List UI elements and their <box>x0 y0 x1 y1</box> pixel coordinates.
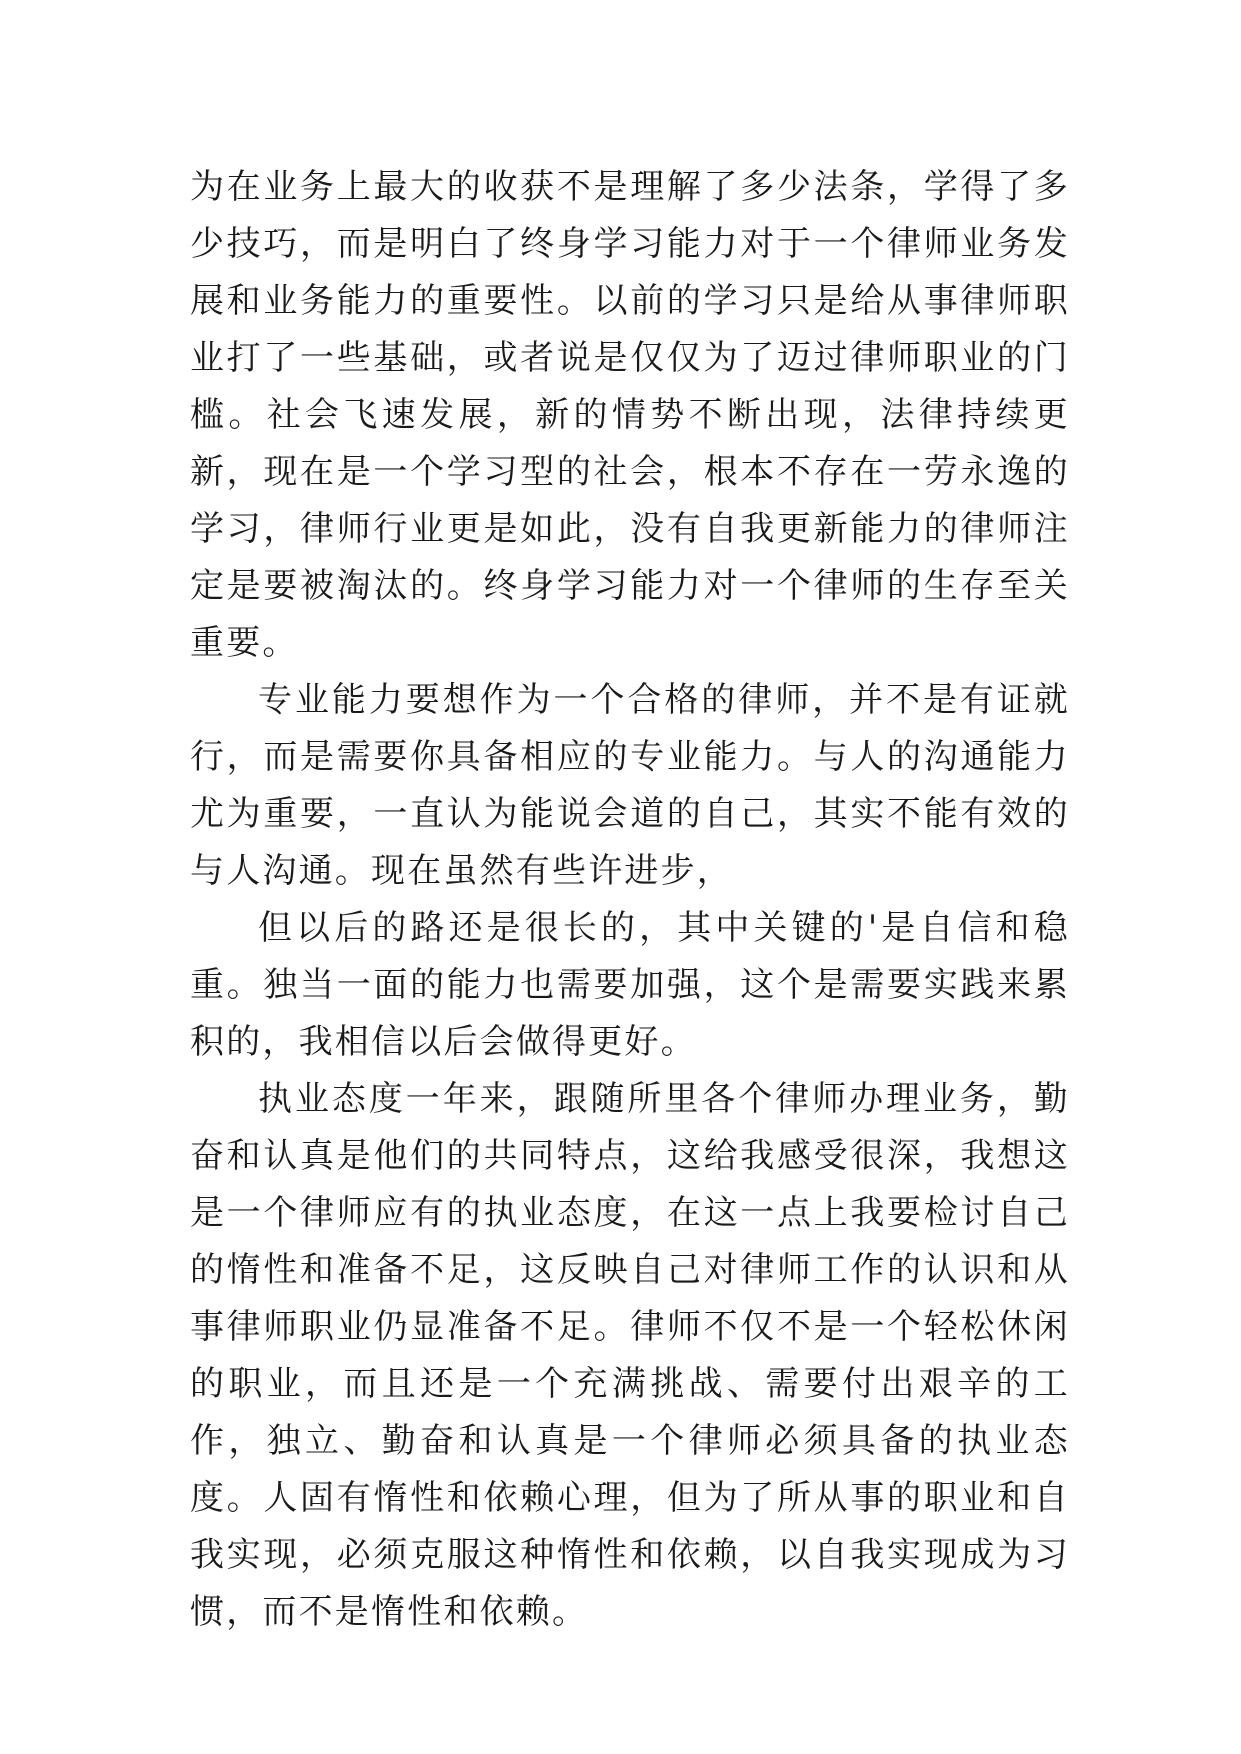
document-body <box>190 159 1070 1641</box>
paragraph-4: 执业态度一年来，跟随所里各个律师办理业务，勤奋和认真是他们的共同特点，这给我感受很深，我想这是一个律师应有的执业态度，在这一点上我要检讨自己的惰性和准备不足，这反映自己对律师工作的认识和从事律师职业仍显准备不足。律师不仅不是一个轻松休闲的职业，而且还是一个充满挑战、需要付出艰辛的工作，独立、勤奋和认真是一个律师必须具备的执业态度。人固有惰性和依赖心理，但为了所从事的职业和自我实现，必须克服这种惰性和依赖，以自我实现成为习惯，而不是惰性和依赖。 <box>190 1079 1070 1632</box>
paragraph-2: 专业能力要想作为一个合格的律师，并不是有证就行，而是需要你具备相应的专业能力。与人的沟通能力尤为重要，一直认为能说会道的自己，其实不能有效的与人沟通。现在虽然有些许进步， <box>190 680 1070 891</box>
paragraph-1: 为在业务上最大的收获不是理解了多少法条，学得了多少技巧，而是明白了终身学习能力对于一个律师业务发展和业务能力的重要性。以前的学习只是给从事律师职业打了一些基础，或者说是仅仅为了迈过律师职业的门槛。社会飞速发展，新的情势不断出现，法律持续更新，现在是一个学习型的社会，根本不存在一劳永逸的学习，律师行业更是如此，没有自我更新能力的律师注定是要被淘汰的。终身学习能力对一个律师的生存至关重要。 <box>190 167 1070 663</box>
paragraph-3: 但以后的路还是很长的，其中关键的'是自信和稳重。独当一面的能力也需要加强，这个是需要实践来累积的，我相信以后会做得更好。 <box>190 908 1070 1062</box>
